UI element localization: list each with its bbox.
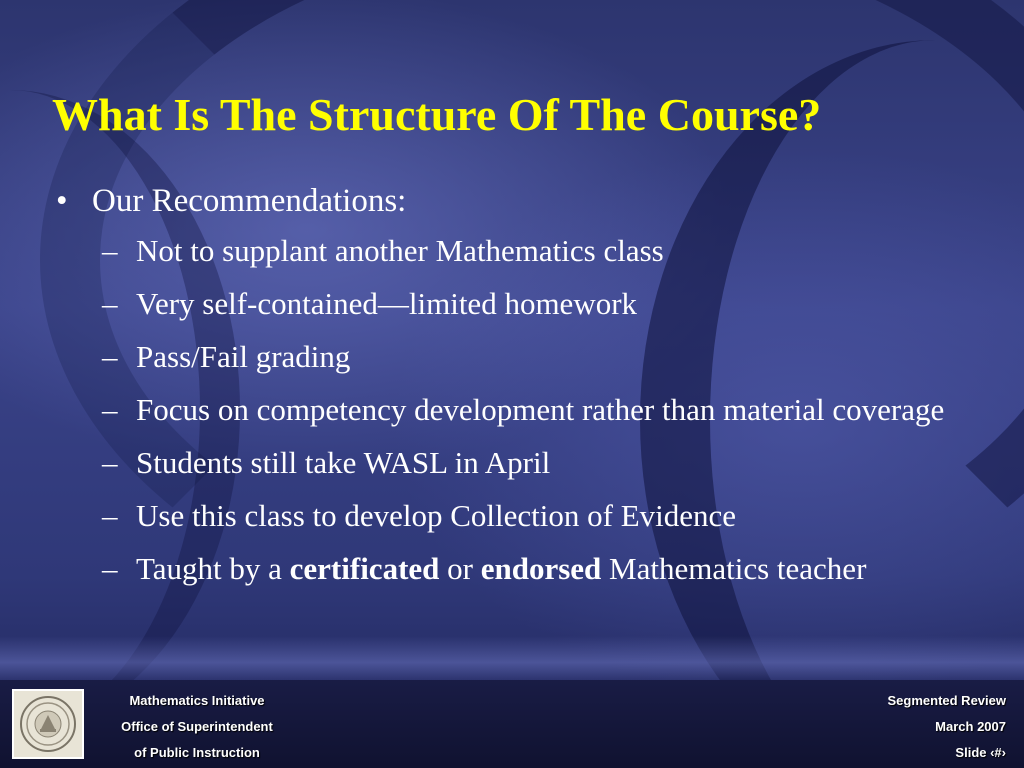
sub-bullet-item [102,440,976,485]
emphasis-endorsed: endorsed [480,551,602,586]
sub-bullet-text: Not to supplant another Mathematics class [136,233,664,268]
sub-bullet-item [102,334,976,379]
footer-org-line: of Public Instruction [134,745,260,760]
dash-marker: – [102,286,118,321]
footer-slide-info [786,688,1006,766]
footer-org-line: Office of Superintendent [121,719,273,734]
sub-bullet-item [102,387,976,432]
bullet-marker: • [56,183,68,219]
dash-marker: – [102,392,118,427]
footer-info-line: March 2007 [935,719,1006,734]
dash-marker: – [102,339,118,374]
bullet-text: Our Recommendations: [92,183,407,219]
footer-organization [92,688,302,766]
sub-bullet-text: Use this class to develop Collection of Evidence [136,498,737,533]
sub-bullet-item [102,228,976,273]
sub-bullet-text: Students still take WASL in April [136,445,551,480]
sub-bullet-text [136,546,976,591]
footer-info-line: Segmented Review [887,693,1006,708]
dash-marker: – [102,551,118,586]
sub-bullet-item [102,281,976,326]
sub-bullet-text: Very self-contained—limited homework [136,286,638,321]
background-glow-band [0,636,1024,684]
slide-title: What Is The Structure Of The Course? [52,89,822,140]
sub-bullet-item [102,493,976,538]
sub-bullet-list [56,228,976,591]
dash-marker: – [102,233,118,268]
text-part: Taught by a [136,551,290,586]
slide-body [56,180,976,599]
slide-footer [0,680,1024,768]
seal-graphic [14,691,82,757]
bullet-item [56,180,976,222]
state-seal-icon [12,689,84,759]
dash-marker: – [102,498,118,533]
sub-bullet-text: Focus on competency development rather than material coverage [136,392,945,427]
sub-bullet-item [102,546,976,591]
emphasis-certificated: certificated [289,551,440,586]
text-part: Mathematics teacher [601,551,867,586]
sub-bullet-text: Pass/Fail grading [136,339,351,374]
footer-org-line: Mathematics Initiative [129,693,265,708]
footer-slide-number: Slide ‹#› [955,745,1006,760]
dash-marker: – [102,445,118,480]
text-part: or [439,551,481,586]
